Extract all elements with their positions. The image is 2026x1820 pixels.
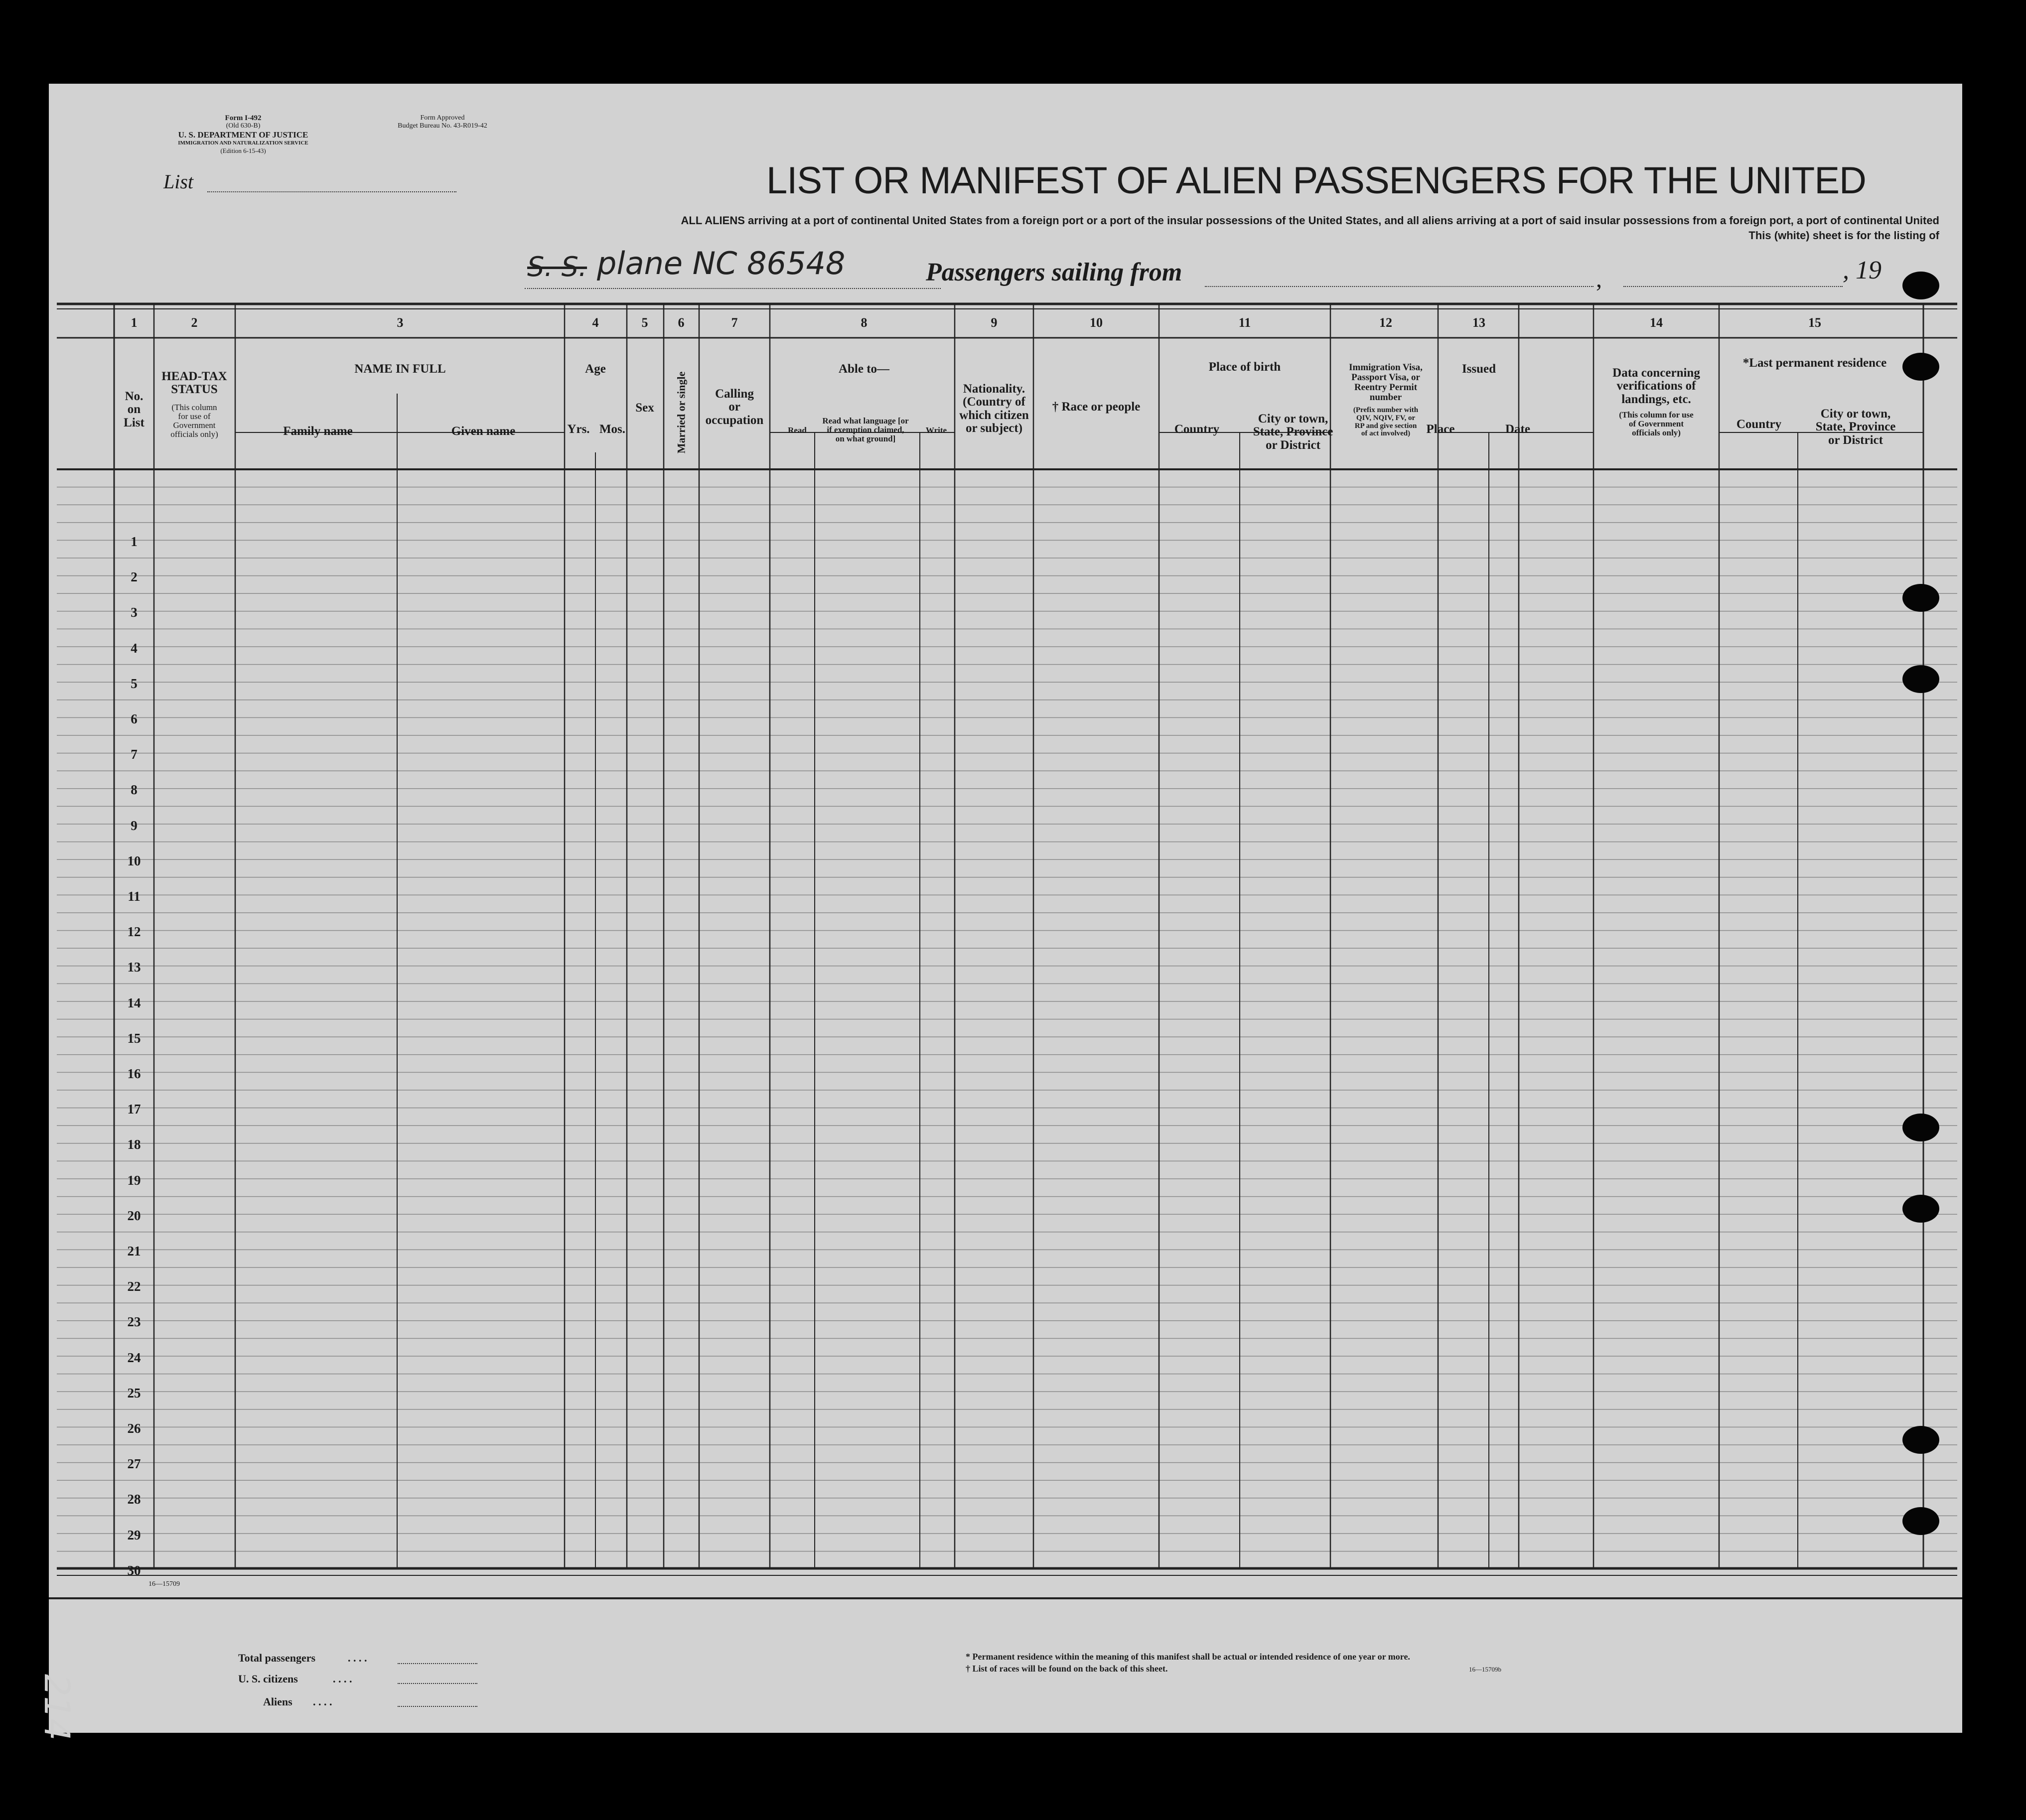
row-number: 25: [127, 1385, 141, 1400]
data-concerning-note: (This column for use of Government officials only): [1619, 410, 1694, 437]
sex-header: Sex: [635, 401, 654, 415]
row-number: 8: [131, 782, 138, 798]
us-citizens-field[interactable]: [398, 1683, 477, 1684]
data-concerning-header: Data concerning verifications of landings, etc.: [1612, 366, 1700, 406]
row-number: 10: [127, 853, 141, 868]
column-number-7: 7: [731, 315, 738, 330]
sailing-date-field[interactable]: [1623, 286, 1843, 287]
name-in-full-header: NAME IN FULL: [354, 362, 446, 376]
residence-city-header: City or town, State, Province or District: [1815, 407, 1896, 447]
row-number: 6: [131, 711, 138, 726]
col-head-tax-header: HEAD-TAX STATUS: [161, 370, 227, 397]
issued-header: Issued: [1461, 362, 1496, 376]
row-number: 5: [131, 676, 138, 691]
place-of-birth-header: Place of birth: [1208, 360, 1281, 374]
row-number: 24: [127, 1350, 141, 1365]
column-number-6: 6: [678, 315, 685, 330]
col-head-tax-note: (This column for use of Government officials only): [170, 403, 218, 439]
punch-hole: [1902, 1426, 1939, 1454]
row-number: 15: [127, 1030, 141, 1046]
total-passengers-label: Total passengers: [238, 1652, 316, 1664]
row-number: 3: [131, 605, 138, 620]
manifest-subtitle-2: This (white) sheet is for the listing of: [1748, 229, 1939, 242]
age-header: Age: [585, 362, 606, 376]
birth-country-header: Country: [1174, 422, 1220, 436]
column-number-10: 10: [1090, 315, 1103, 330]
column-number-13: 13: [1472, 315, 1485, 330]
visa-number-header: Immigration Visa, Passport Visa, or Reentry Permit number: [1349, 362, 1423, 403]
sailing-from-label: Passengers sailing from: [926, 258, 1182, 286]
row-number: 14: [127, 995, 141, 1010]
row-number: 9: [131, 818, 138, 833]
issued-place-header: Place: [1426, 422, 1455, 436]
row-number: 11: [128, 889, 141, 904]
vessel-name-handwritten[interactable]: plane NC 86548: [597, 245, 846, 281]
list-label: List: [163, 170, 194, 193]
us-citizens-label: U. S. citizens: [238, 1673, 298, 1685]
column-number-4: 4: [592, 315, 599, 330]
column-number-11: 11: [1238, 315, 1251, 330]
column-number-2: 2: [191, 315, 198, 330]
punch-hole: [1902, 665, 1939, 693]
column-number-12: 12: [1379, 315, 1392, 330]
row-number: 28: [127, 1492, 141, 1507]
row-number: 21: [127, 1244, 141, 1259]
print-code-left: 16—15709: [148, 1580, 180, 1588]
family-name-header: Family name: [283, 424, 353, 438]
column-number-8: 8: [861, 315, 868, 330]
read-header: Read: [788, 425, 807, 435]
department-name: U. S. DEPARTMENT OF JUSTICE: [178, 130, 308, 140]
visa-number-note: (Prefix number with QIV, NQIV, FV, or RP and give section of act involved): [1353, 406, 1419, 438]
manifest-title: LIST OR MANIFEST OF ALIEN PASSENGERS FOR THE UNITED: [766, 159, 1866, 202]
race-header: † Race or people: [1052, 400, 1141, 414]
birth-city-header: City or town, State, Province or District: [1253, 412, 1333, 452]
vessel-name-field: [525, 288, 941, 289]
age-months-header: Mos.: [599, 422, 626, 436]
print-code-right: 16—15709b: [1469, 1666, 1501, 1673]
age-years-header: Yrs.: [567, 422, 590, 436]
aliens-dots: . . . .: [313, 1695, 332, 1708]
column-number-9: 9: [991, 315, 998, 330]
form-approved: Form Approved: [420, 114, 465, 122]
residence-country-header: Country: [1736, 418, 1782, 431]
comma-separator: ,: [1596, 266, 1602, 292]
given-name-header: Given name: [451, 424, 516, 438]
column-number-14: 14: [1650, 315, 1663, 330]
row-number: 16: [127, 1066, 141, 1081]
punch-hole: [1902, 1507, 1939, 1535]
row-number: 13: [127, 960, 141, 975]
form-number: Form I-492: [225, 114, 262, 122]
row-number: 4: [131, 640, 138, 656]
year-prefix: , 19: [1843, 256, 1881, 284]
column-number-1: 1: [131, 315, 138, 330]
sailing-port-field[interactable]: [1205, 286, 1593, 287]
read-what-language-header: Read what language [or if exemption claimed, on what ground]: [822, 416, 909, 443]
able-to-header: Able to—: [838, 362, 890, 376]
row-number: 7: [131, 747, 138, 762]
aliens-label: Aliens: [263, 1695, 292, 1708]
form-grid: [49, 84, 1962, 1733]
row-number: 17: [127, 1102, 141, 1117]
col-no-on-list-header: No. on List: [124, 390, 145, 429]
row-number: 19: [127, 1172, 141, 1188]
list-number-field[interactable]: [207, 191, 456, 192]
issued-date-header: Date: [1505, 422, 1530, 436]
punch-hole: [1902, 1195, 1939, 1223]
punch-hole: [1902, 584, 1939, 612]
punch-hole: [1902, 1114, 1939, 1141]
last-residence-header: *Last permanent residence: [1742, 356, 1887, 370]
married-or-single-header: Married or single: [675, 371, 688, 454]
service-name: IMMIGRATION AND NATURALIZATION SERVICE: [178, 140, 308, 146]
row-number: 22: [127, 1279, 141, 1294]
row-number: 29: [127, 1527, 141, 1542]
old-form-number: (Old 630-B): [226, 122, 261, 130]
total-passengers-field[interactable]: [398, 1663, 477, 1664]
calling-header: Calling or occupation: [705, 387, 764, 427]
budget-bureau-number: Budget Bureau No. 43-R019-42: [398, 122, 487, 130]
row-number: 23: [127, 1314, 141, 1330]
manifest-subtitle-1: ALL ALIENS arriving at a port of continental United States from a foreign port or a port of the insular possessions of the United States, and all aliens arriving at a port of said insular possessions from a foreign port, a port of continental United: [681, 214, 1939, 227]
column-number-15: 15: [1808, 315, 1821, 330]
manifest-sheet: [49, 84, 1962, 1733]
margin-handwriting: 214: [36, 1674, 77, 1741]
row-number: 30: [127, 1562, 141, 1578]
edition-date: (Edition 6-15-43): [220, 147, 266, 154]
row-number: 18: [127, 1137, 141, 1152]
ss-struck-label: S. S.: [527, 251, 587, 282]
us-citizens-dots: . . . .: [333, 1673, 352, 1685]
footnote-races: † List of races will be found on the back of this sheet.: [966, 1664, 1168, 1674]
punch-hole: [1902, 272, 1939, 299]
write-header: Write: [925, 425, 947, 435]
punch-hole: [1902, 353, 1939, 381]
row-number: 20: [127, 1208, 141, 1223]
row-number: 27: [127, 1456, 141, 1472]
row-number: 26: [127, 1421, 141, 1436]
row-number: 12: [127, 924, 141, 940]
aliens-field[interactable]: [398, 1706, 477, 1707]
column-number-5: 5: [641, 315, 648, 330]
row-number: 2: [131, 569, 138, 585]
row-number: 1: [131, 534, 138, 549]
column-number-3: 3: [397, 315, 404, 330]
footnote-permanent-residence: * Permanent residence within the meaning of this manifest shall be actual or intended residence of one year or more.: [966, 1652, 1410, 1662]
nationality-header: Nationality. (Country of which citizen or subject): [959, 382, 1029, 435]
total-passengers-dots: . . . .: [348, 1652, 367, 1664]
